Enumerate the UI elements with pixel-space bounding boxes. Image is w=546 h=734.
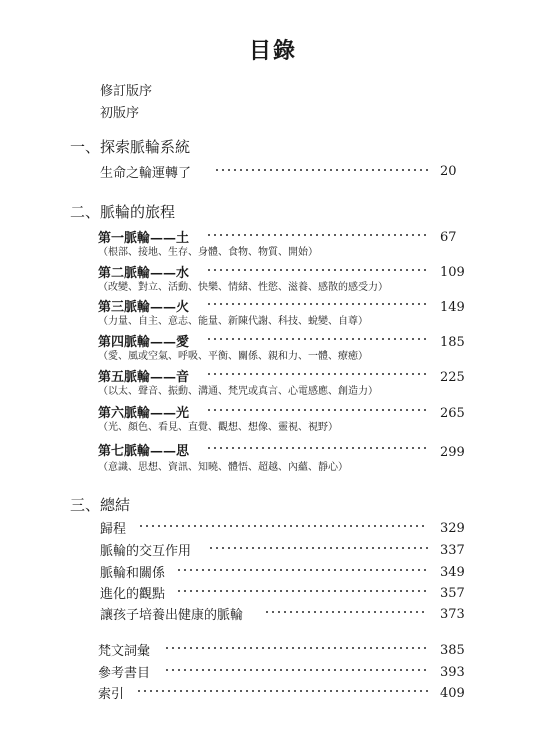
page-number: 349 [440,565,465,580]
toc-entry-label: 第六脈輪——光 [98,406,190,421]
page-number: 185 [440,335,465,350]
preface-item-first[interactable]: 初版序 [100,106,140,121]
dot-leader [206,269,428,271]
toc-entry-label: 第四脈輪——愛 [98,335,190,350]
page-number: 67 [440,230,457,245]
section-heading-2[interactable]: 二、脈輪的旅程 [70,203,176,221]
toc-entry-keywords: （改變、對立、活動、快樂、情緒、性慾、滋養、感散的感受力） [98,282,388,293]
toc-entry[interactable] [0,662,546,684]
page-title: 目錄 [248,38,297,64]
dot-leader [164,669,428,671]
toc-entry[interactable] [0,640,546,662]
toc-entry-keywords: （力量、自主、意志、能量、新陳代謝、科技、蛻變、自尊） [98,316,368,327]
dot-leader [206,234,428,236]
dot-leader [164,647,428,649]
page-number: 265 [440,406,465,421]
toc-entry-keywords: （光、顏色、看見、直覺、觀想、想像、靈視、視野） [98,422,338,433]
toc-entry[interactable] [0,562,546,584]
dot-leader [206,303,428,305]
toc-entry-label: 脈輪和關係 [100,566,166,581]
preface-item-revised[interactable]: 修訂版序 [100,84,153,99]
toc-entry[interactable] [0,540,546,562]
toc-entry-label: 第三脈輪——火 [98,300,190,315]
dot-leader [176,569,428,571]
toc-entry-label: 第五脈輪——音 [98,370,190,385]
toc-entry[interactable] [0,162,546,184]
page-number: 299 [440,445,465,460]
page-number: 409 [440,686,465,701]
page-number: 20 [440,164,457,179]
page-number: 329 [440,521,465,536]
dot-leader [206,338,428,340]
toc-entry-label: 進化的觀點 [100,587,166,602]
page-number: 357 [440,586,465,601]
dot-leader [214,169,428,171]
toc-entry-label: 第一脈輪——土 [98,231,190,246]
section-heading-1[interactable]: 一、探索脈輪系統 [70,138,191,156]
dot-leader [206,409,428,411]
toc-entry-label: 歸程 [100,522,127,537]
toc-entry-label: 第七脈輪——思 [98,444,190,459]
toc-entry[interactable] [0,604,546,626]
toc-entry-label: 生命之輪運轉了 [100,166,192,181]
toc-entry-label: 索引 [98,687,125,702]
section-heading-3[interactable]: 三、總結 [70,496,131,514]
toc-entry-keywords: （根部、接地、生存、身體、食物、物質、開始） [98,247,318,258]
toc-entry[interactable] [0,518,546,540]
toc-entry[interactable] [0,683,546,705]
toc-entry-keywords: （愛、風或空氣、呼吸、平衡、關係、親和力、一體、療癒） [98,351,368,362]
toc-entry-keywords: （意識、思想、資訊、知曉、體悟、超越、內蘊、靜心） [98,462,348,473]
toc-entry-label: 脈輪的交互作用 [100,544,192,559]
page-number: 337 [440,543,465,558]
page-number: 373 [440,607,465,622]
toc-entry-label: 參考書目 [98,666,151,681]
dot-leader [136,690,428,692]
dot-leader [176,590,428,592]
page-number: 225 [440,370,465,385]
dot-leader [264,611,428,613]
toc-entry-label: 讓孩子培養出健康的脈輪 [100,608,244,623]
dot-leader [138,525,428,527]
toc-entry-label: 梵文詞彙 [98,644,151,659]
dot-leader [206,447,428,449]
page-number: 393 [440,665,465,680]
toc-entry-label: 第二脈輪——水 [98,266,190,281]
toc-entry[interactable] [0,583,546,605]
dot-leader [208,547,428,549]
toc-entry-keywords: （以太、聲音、振動、溝通、梵咒或真言、心電感應、創造力） [98,386,378,397]
dot-leader [206,373,428,375]
page-number: 149 [440,300,465,315]
page-number: 385 [440,643,465,658]
page-number: 109 [440,265,465,280]
